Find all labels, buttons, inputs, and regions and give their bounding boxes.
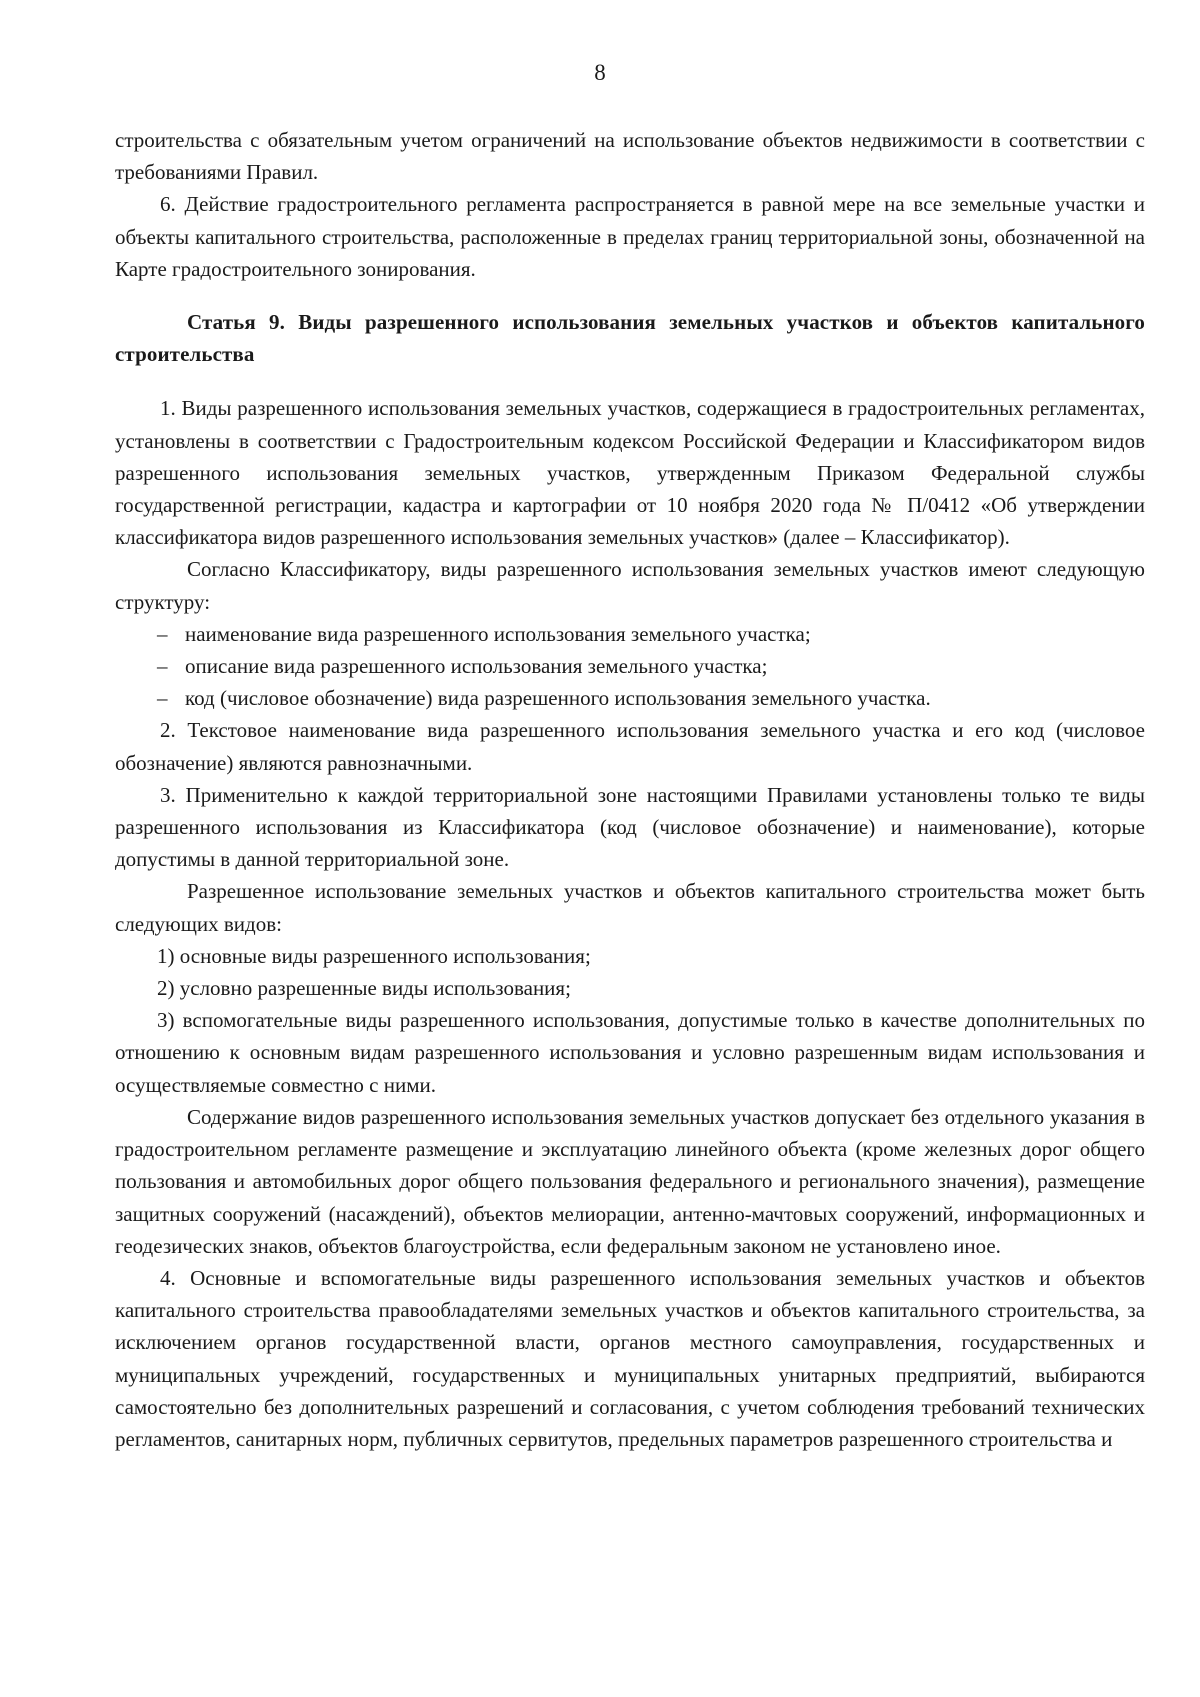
numbered-list-item: 3) вспомогательные виды разрешенного использования, допустимые только в качестве дополнительных по отношению к основным видам разрешенного использования и условно разрешенным видам использования и осуществляемые совместно с ними. bbox=[115, 1008, 1145, 1097]
list-item bbox=[115, 650, 1145, 682]
list-item bbox=[115, 618, 1145, 650]
paragraph-content-note: Содержание видов разрешенного использования земельных участков допускает без отдельного указания в градостроительном регламенте размещение и эксплуатацию линейного объекта (кроме железных дорог общего пользования и автомобильных дорог общего пользования федерального и регионального значения), размещение защитных сооружений (насаждений), объектов мелиорации, антенно-мачтовых сооружений, информационных и геодезических знаков, объектов благоустройства, если федеральным законом не установлено иное. bbox=[115, 1104, 1145, 1258]
list-item-text: наименование вида разрешенного использования земельного участка; bbox=[185, 621, 811, 646]
list-item-text: описание вида разрешенного использования земельного участка; bbox=[185, 654, 768, 679]
paragraph-item-2: 2. Текстовое наименование вида разрешенного использования земельного участка и его код (числовое обозначение) являются равнозначными. bbox=[115, 718, 1145, 775]
dash-bullet: – bbox=[157, 654, 168, 679]
page-number: 8 bbox=[594, 60, 606, 85]
article-heading: Статья 9. Виды разрешенного использования земельных участков и объектов капитального строительства bbox=[115, 310, 1145, 367]
paragraph-item-6: 6. Действие градостроительного регламента распространяется в равной мере на все земельные участки и объекты капитального строительства, расположенные в пределах границ территориальной зоны, обозначенной на Карте градостроительного зонирования. bbox=[115, 192, 1145, 281]
dash-bullet: – bbox=[157, 621, 168, 646]
dash-bullet: – bbox=[157, 686, 168, 711]
paragraph-structure-intro: Согласно Классификатору, виды разрешенного использования земельных участков имеют следующую структуру: bbox=[115, 557, 1145, 614]
list-item-text: код (числовое обозначение) вида разрешенного использования земельного участка. bbox=[185, 686, 931, 711]
paragraph-item-4: 4. Основные и вспомогательные виды разрешенного использования земельных участков и объектов капитального строительства правообладателями земельных участков и объектов капитального строительства, за исключением органов государственной власти, органов местного самоуправления, государственных и муниципальных учреждений, государственных и муниципальных унитарных предприятий, выбираются самостоятельно без дополнительных разрешений и согласования, с учетом соблюдения требований технических регламентов, санитарных норм, публичных сервитутов, предельных параметров разрешенного строительства и bbox=[115, 1265, 1145, 1451]
numbered-list-item: 1) основные виды разрешенного использования; bbox=[157, 943, 591, 968]
paragraph-item-3: 3. Применительно к каждой территориальной зоне настоящими Правилами установлены только те виды разрешенного использования из Классификатора (код (числовое обозначение) и наименование), которые допустимы в данной территориальной зоне. bbox=[115, 782, 1145, 872]
paragraph-continuation: строительства с обязательным учетом ограничений на использование объектов недвижимости в соответствии с требованиями Правил. bbox=[115, 128, 1145, 185]
paragraph-types-intro: Разрешенное использование земельных участков и объектов капитального строительства может быть следующих видов: bbox=[115, 879, 1145, 936]
list-item bbox=[115, 682, 1145, 714]
paragraph-item-1: 1. Виды разрешенного использования земельных участков, содержащиеся в градостроительных регламентах, установлены в соответствии с Градостроительным кодексом Российской Федерации и Классификатором видов разрешенного использования земельных участков, утвержденным Приказом Федеральной службы государственной регистрации, кадастра и картографии от 10 ноября 2020 года № П/0412 «Об утверждении классификатора видов разрешенного использования земельных участков» (далее – Классификатор). bbox=[115, 396, 1145, 550]
numbered-list-item: 2) условно разрешенные виды использования; bbox=[157, 976, 571, 1001]
document-body bbox=[115, 124, 1145, 1455]
